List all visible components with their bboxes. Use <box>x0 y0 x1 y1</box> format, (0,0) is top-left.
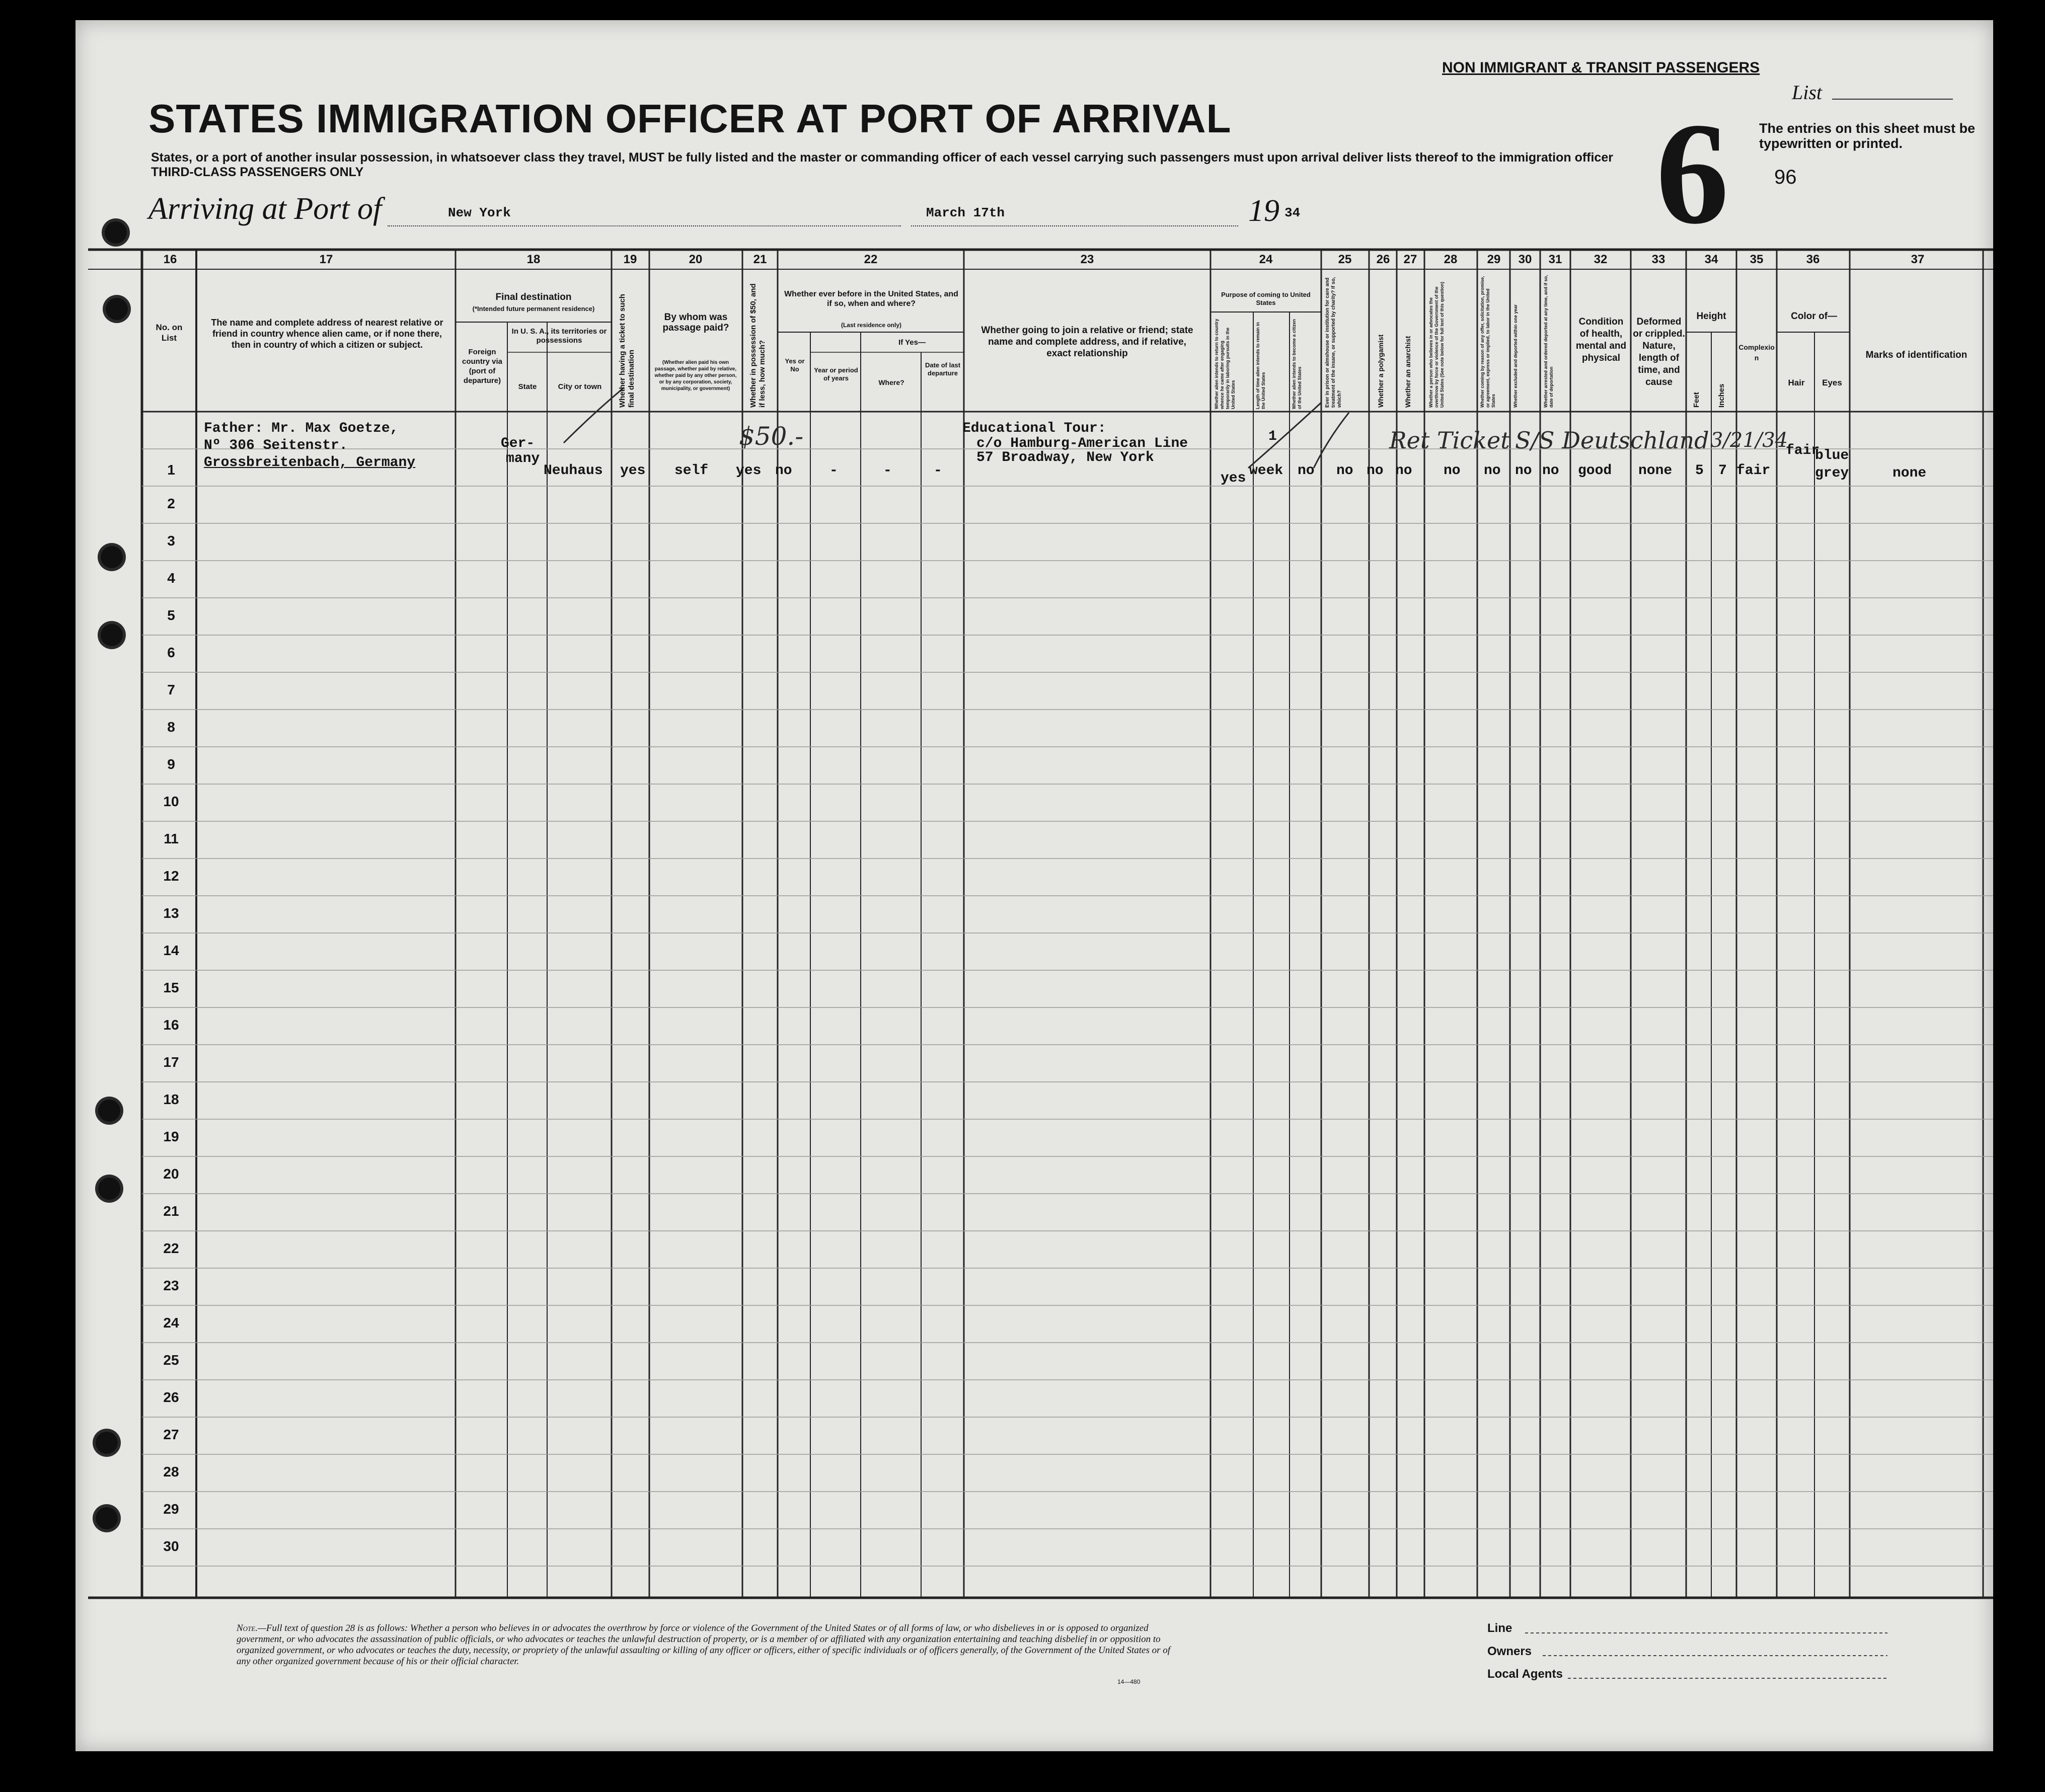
entry-health: good <box>1578 463 1612 479</box>
header-state: State <box>518 382 537 391</box>
date-value: March 17th <box>926 205 1005 220</box>
row-number: 21 <box>163 1203 179 1219</box>
row-number: 13 <box>163 905 179 921</box>
col-number: 25 <box>1338 253 1352 266</box>
entry-purpose-return: yes <box>1221 471 1246 486</box>
year-suffix: 34 <box>1284 205 1301 220</box>
header-inches: Inches <box>1717 383 1726 408</box>
page-subtitle-2: THIRD-CLASS PASSENGERS ONLY <box>151 165 364 179</box>
row-number: 26 <box>163 1389 179 1405</box>
entry-join-l1: Educational Tour: <box>962 421 1106 436</box>
header-marks: Marks of identification <box>1865 350 1967 360</box>
entry-money: yes <box>736 463 762 479</box>
row-number: 27 <box>163 1427 179 1442</box>
header-ticket: Whether having a ticket to such final destination <box>618 294 636 408</box>
header-anarchist: Whether an anarchist <box>1404 336 1412 408</box>
annotation-return-ticket: Ret Ticket <box>1389 427 1510 454</box>
row-number: 7 <box>167 682 175 697</box>
header-purpose: Purpose of coming to United States <box>1221 291 1311 306</box>
row-number: 16 <box>163 1017 179 1033</box>
entry-inches: 7 <box>1718 463 1727 479</box>
sheet-number: 6 <box>1656 93 1729 254</box>
annotation-date: 3/21/34 <box>1710 429 1788 452</box>
stamp-label: NON IMMIGRANT & TRANSIT PASSENGERS <box>1442 59 1760 76</box>
header-purpose-c: Whether alien intends to become a citizen of the United States <box>1292 319 1302 409</box>
entry-purpose-length: week <box>1249 463 1283 479</box>
header-q29: Whether coming by reason of any offer, solicitation, promise, or agreement, express or implied, to labor in the United States <box>1480 276 1496 408</box>
col-number: 21 <box>753 253 767 266</box>
header-polygamist: Whether a polygamist <box>1377 334 1385 408</box>
header-where: Where? <box>878 378 904 386</box>
header-in-usa: In U. S. A., its territories or possessions <box>511 327 607 345</box>
entry-money-written: $50.- <box>739 422 804 451</box>
entry-q28: no <box>1444 463 1461 479</box>
row-number: 14 <box>163 943 179 958</box>
row-number: 28 <box>163 1464 179 1479</box>
entry-purpose-length-num: 1 <box>1268 429 1277 444</box>
entry-join-l3: 57 Broadway, New York <box>976 450 1154 465</box>
entry-marks: none <box>1892 465 1927 481</box>
page-subtitle: States, or a port of another insular possession, in whatsoever class they travel, MUST be fully listed and the master or commanding officer of each vessel carrying such passengers must upon arrival deliver lists thereof to the immigration officer <box>151 150 1613 165</box>
header-complexion: Complexion <box>1738 343 1775 362</box>
col-number: 28 <box>1444 253 1458 266</box>
header-foreign-country: Foreign country via (port of departure) <box>462 348 503 385</box>
entry-city: Neuhaus <box>544 463 603 479</box>
row-number: 2 <box>167 496 175 511</box>
header-join-relative: Whether going to join a relative or friend; state name and complete address, and if relative, exact relationship <box>981 325 1193 359</box>
header-q30: Whether excluded and deported within one year <box>1513 304 1518 408</box>
col-number: 16 <box>163 253 177 266</box>
row-number: 29 <box>163 1501 179 1517</box>
col-number: 34 <box>1704 253 1718 266</box>
header-date-departure: Date of last departure <box>925 361 961 377</box>
row-number: 8 <box>167 719 175 735</box>
header-height: Height <box>1696 311 1726 322</box>
entry-q30: no <box>1515 463 1532 479</box>
row-number: 1 <box>167 462 175 478</box>
entry-q31: no <box>1542 463 1559 479</box>
header-q28: Whether a person who believes in or advocates the overthrow by force or violence of the Government of the United States (See note below for full text of this question) <box>1428 281 1445 408</box>
entry-eyes-l2: grey <box>1815 465 1849 481</box>
row-number: 15 <box>163 980 179 995</box>
header-deformed: Deformed or crippled. Nature, length of time, and cause <box>1633 317 1685 387</box>
row-number: 10 <box>163 794 179 809</box>
entry-dash: - <box>829 463 838 479</box>
entry-q29: no <box>1484 463 1501 479</box>
entry-join-l2: c/o Hamburg-American Line <box>976 436 1188 451</box>
col-number: 22 <box>864 253 878 266</box>
header-final-destination-note: (*Intended future permanent residence) <box>472 305 595 313</box>
header-purpose-a: Whether alien intends to return to country whence he came after engaging temporarily in laboring pursuits in the United States <box>1214 319 1236 409</box>
header-no-on-list: No. on List <box>156 323 183 343</box>
footer-note-label: Note. <box>237 1623 258 1633</box>
entry-relative-line3: Grossbreitenbach, Germany <box>204 455 416 471</box>
entry-dash: - <box>934 463 942 479</box>
year-prefix: 19 <box>1248 194 1279 228</box>
entry-polygamist: no <box>1367 463 1384 479</box>
col-number: 35 <box>1750 253 1764 266</box>
col-number: 29 <box>1487 253 1501 266</box>
col-number: 26 <box>1376 253 1390 266</box>
col-number: 23 <box>1080 253 1094 266</box>
footer-note-text: —Full text of question 28 is as follows: Whether a person who believes in or advocates the overthrow by force or violence of the Government of the United States or of all forms of law, or who disbelieves in or is opposed to organized government, or who advocates the assassination of public officials, or who advocates or teaches the unlawful destruction of property, or is a member of or affiliated with any organization entertaining and teaching disbelief in or opposition to organized government, or who advocates or teaches the duty, necessity, or propriety of the unlawful assaulting or killing of any officer or officers, either of specific individuals or of officers generally, of the Government of the United States or of any other organized government because of his or their official character. <box>237 1623 1171 1667</box>
form-number: 14—480 <box>1117 1678 1141 1685</box>
header-eyes: Eyes <box>1822 378 1842 387</box>
entry-prison: no <box>1336 463 1353 479</box>
row-number: 19 <box>163 1129 179 1144</box>
header-before-in-us: Whether ever before in the United States, and if so, when and where? <box>784 290 958 308</box>
row-number: 5 <box>167 607 175 623</box>
entry-deformed: none <box>1638 463 1673 479</box>
col-number: 19 <box>623 253 637 266</box>
header-last-residence: (Last residence only) <box>841 322 902 329</box>
entry-relative-line1: Father: Mr. Max Goetze, <box>204 421 399 436</box>
col-number: 31 <box>1548 253 1562 266</box>
entry-feet: 5 <box>1695 463 1704 479</box>
header-passage-paid: By whom was passage paid? <box>662 312 729 333</box>
header-color-of: Color of— <box>1791 311 1837 322</box>
header-final-destination: Final destination <box>495 292 572 302</box>
entry-ticket: yes <box>620 463 646 479</box>
header-city: City or town <box>558 382 602 391</box>
port-value: New York <box>448 205 511 220</box>
row-number: 30 <box>163 1538 179 1554</box>
col-number: 18 <box>526 253 541 266</box>
col-number: 30 <box>1518 253 1532 266</box>
header-prison: Ever in prison or almshouse or institution for care and treatment of the insane, or supported by charity? If so, which? <box>1325 277 1342 408</box>
header-relative: The name and complete address of nearest relative or friend in country whence alien came, or if none there, then in country of which a citizen or subject. <box>211 318 443 350</box>
entry-eyes-l1: blue <box>1815 448 1849 463</box>
row-number: 20 <box>163 1166 179 1182</box>
annotation-ship: S/S Deutschland <box>1515 427 1709 454</box>
arriving-label: Arriving at Port of <box>148 192 382 226</box>
entry-hair: fair <box>1786 443 1820 458</box>
footer-note <box>237 1623 1183 1667</box>
col-number: 24 <box>1259 253 1273 266</box>
header-feet: Feet <box>1692 392 1701 408</box>
local-agents-label: Local Agents <box>1487 1667 1563 1681</box>
header-hair: Hair <box>1788 378 1805 387</box>
row-number: 17 <box>163 1054 179 1070</box>
row-number: 18 <box>163 1092 179 1107</box>
entry-citizen: no <box>1298 463 1315 479</box>
row-number: 24 <box>163 1315 179 1331</box>
entry-foreign-country-l2: many <box>506 451 540 466</box>
col-number: 20 <box>689 253 703 266</box>
entries-note: The entries on this sheet must be typewritten or printed. <box>1759 121 1976 151</box>
header-if-yes: If Yes— <box>898 338 926 347</box>
row-number: 11 <box>164 831 179 846</box>
entry-before-in-us: no <box>775 463 792 479</box>
entry-complexion: fair <box>1736 463 1771 479</box>
entry-anarchist: no <box>1395 463 1412 479</box>
entry-dash: - <box>883 463 892 479</box>
row-number: 23 <box>163 1278 179 1293</box>
row-number: 9 <box>167 756 175 772</box>
col-number: 17 <box>319 253 333 266</box>
header-health: Condition of health, mental and physical <box>1575 317 1627 363</box>
row-number: 6 <box>167 645 175 660</box>
entry-passage-paid: self <box>674 463 709 479</box>
row-number: 25 <box>163 1352 179 1368</box>
entry-relative-line2: Nº 306 Seitenstr. <box>204 438 348 453</box>
row-number: 12 <box>163 868 179 884</box>
col-number: 32 <box>1594 253 1608 266</box>
header-year-period: Year or period of years <box>814 366 858 382</box>
col-number: 37 <box>1911 253 1925 266</box>
header-fifty-dollars: Whether in possession of $50, and if less, how much? <box>749 283 767 408</box>
row-number: 4 <box>167 570 175 586</box>
row-number: 22 <box>163 1240 179 1256</box>
col-number: 36 <box>1806 253 1820 266</box>
header-purpose-b: Length of time alien intends to remain in the United States <box>1255 322 1266 409</box>
page-title: STATES IMMIGRATION OFFICER AT PORT OF ARRIVAL <box>148 96 1232 141</box>
header-q31: Whether arrested and ordered deported at any time, and if so, date of deportation <box>1543 275 1554 408</box>
col-number: 33 <box>1651 253 1665 266</box>
owners-label: Owners <box>1487 1645 1532 1658</box>
col-number: 27 <box>1403 253 1417 266</box>
header-passage-paid-note: (Whether alien paid his own passage, whether paid by relative, whether paid by any other person, or by any corporation, society, municipality, or government) <box>654 360 737 392</box>
entry-foreign-country-l1: Ger- <box>501 436 535 451</box>
list-number: 96 <box>1774 166 1797 188</box>
row-number: 3 <box>167 533 175 549</box>
header-yes-no: Yes or No <box>785 357 805 373</box>
list-label: List <box>1792 81 1823 104</box>
line-label: Line <box>1487 1621 1512 1635</box>
